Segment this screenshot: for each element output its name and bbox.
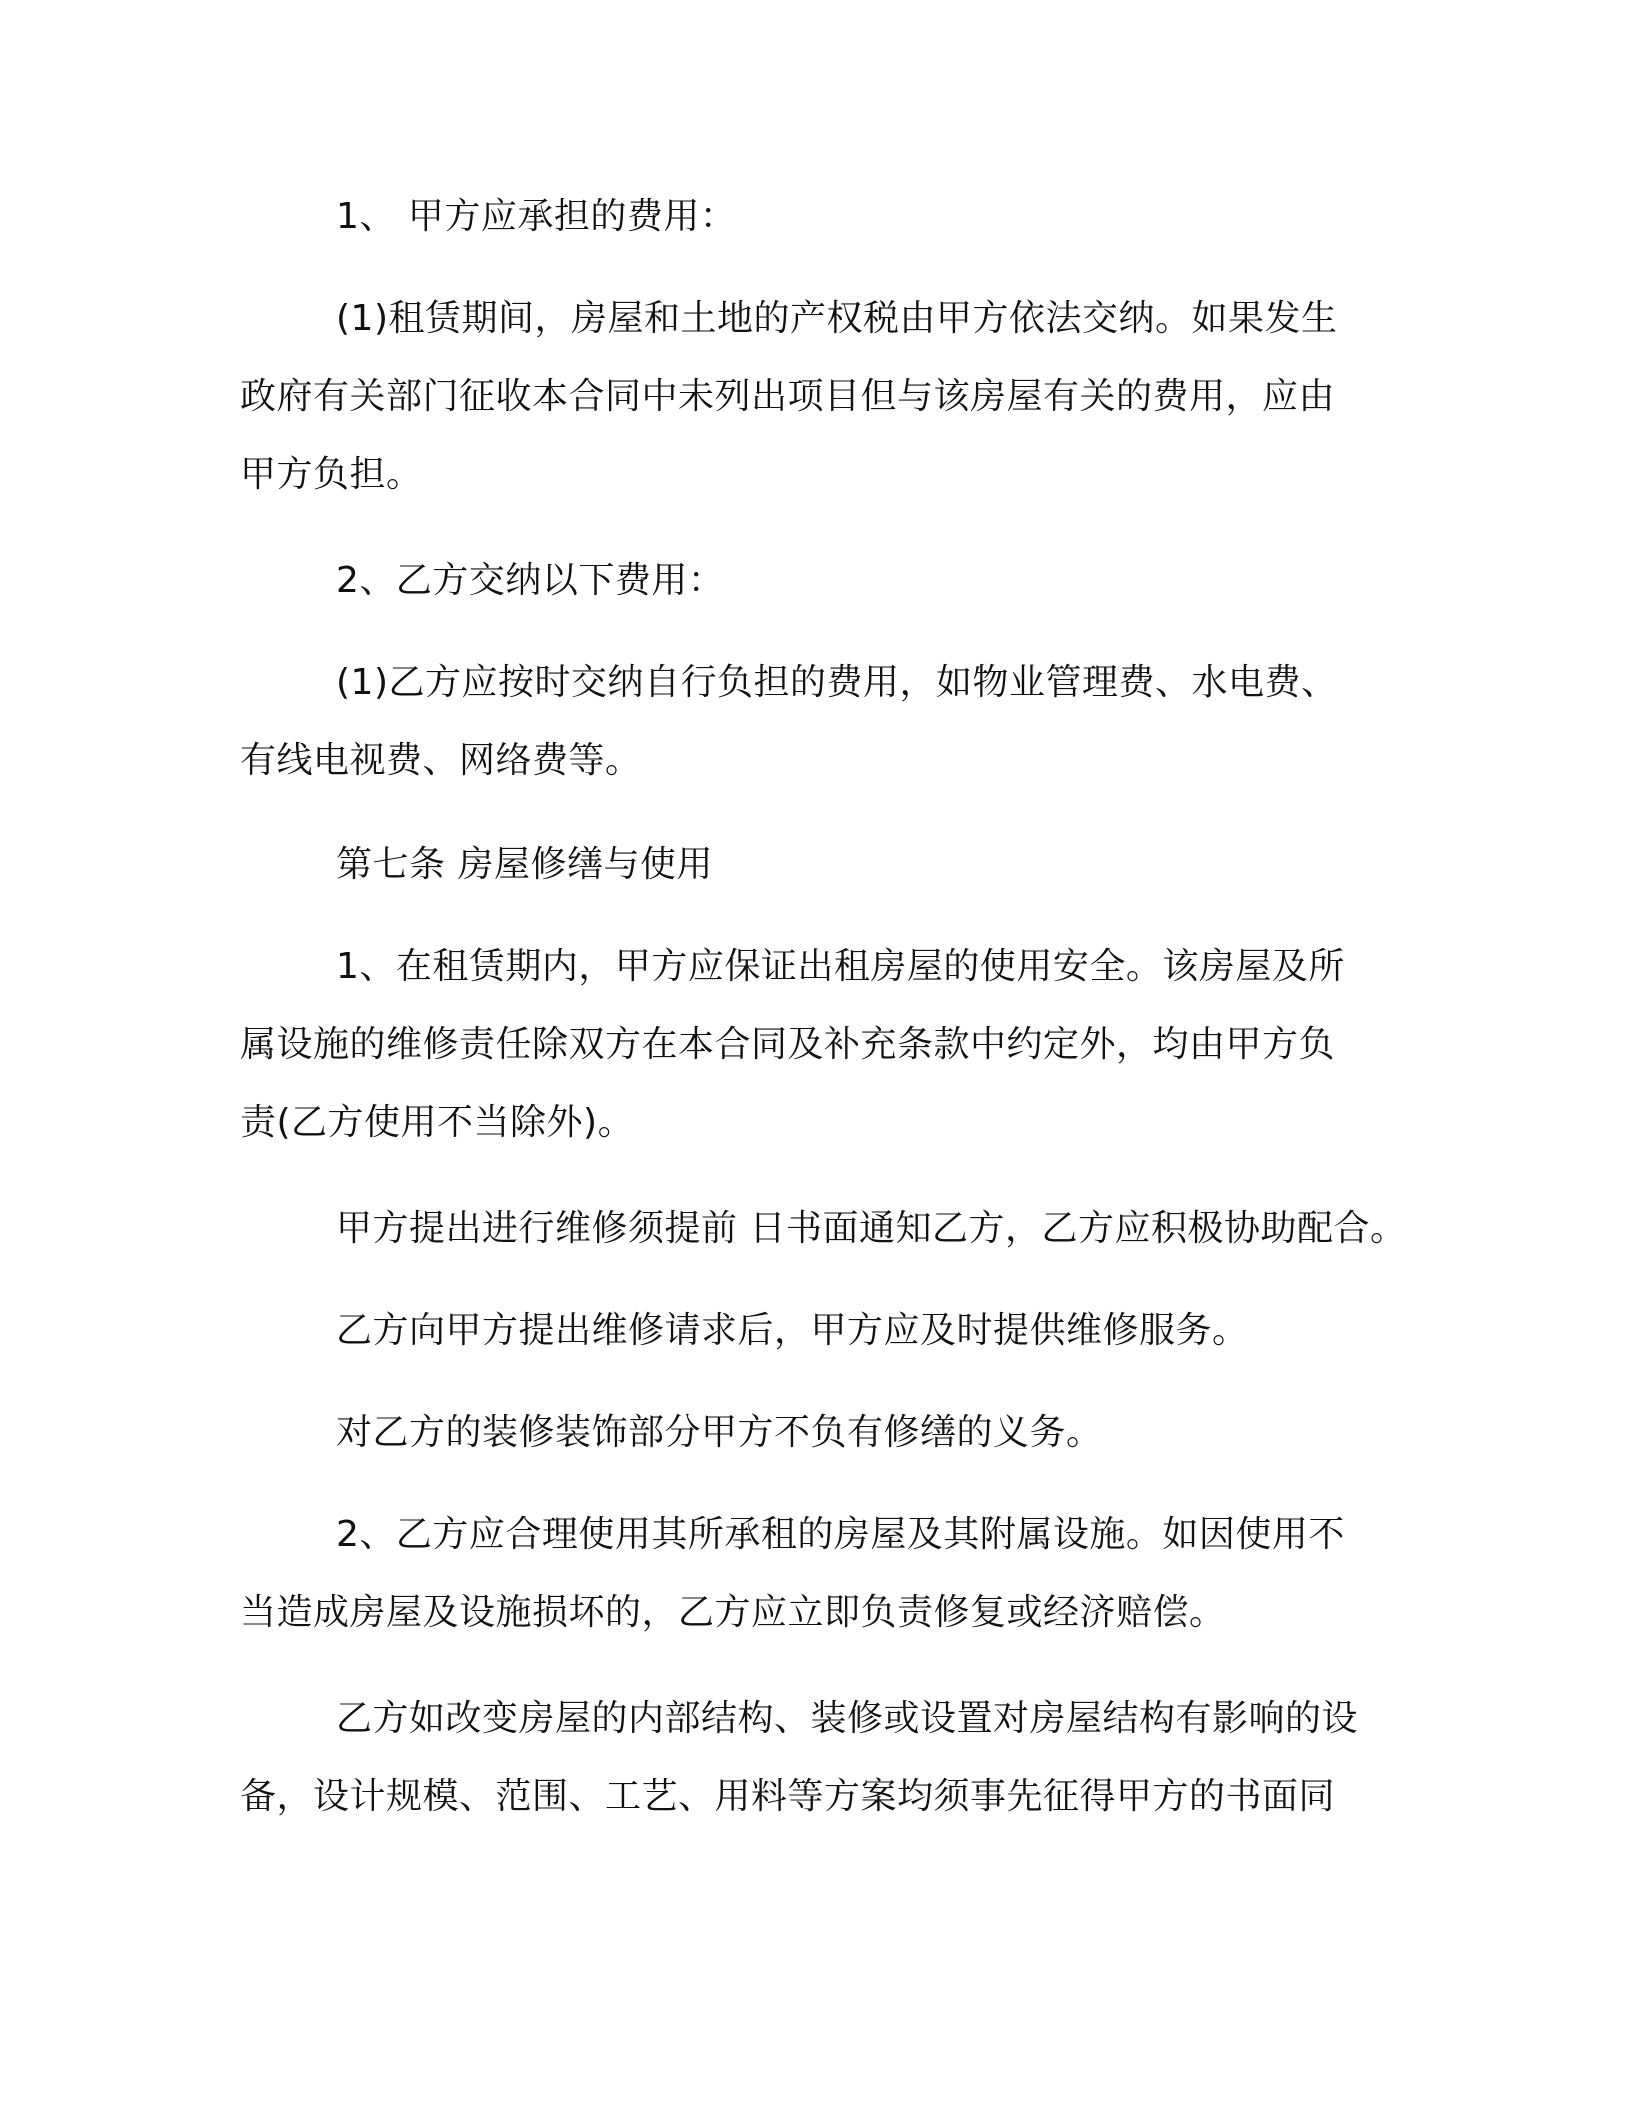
paragraph-fees-party-b — [240, 542, 1420, 620]
paragraph-property-tax — [240, 280, 1420, 514]
paragraph-repair-notice — [240, 1190, 1420, 1268]
paragraph-line: (1)乙方应按时交纳自行负担的费用，如物业管理费、水电费、 — [336, 662, 1338, 703]
paragraph-line: 当造成房屋及设施损坏的，乙方应立即负责修复或经济赔偿。 — [240, 1592, 1226, 1633]
paragraph-line: 备，设计规模、范围、工艺、用料等方案均须事先征得甲方的书面同 — [240, 1776, 1336, 1817]
paragraph-line: 乙方向甲方提出维修请求后，甲方应及时提供维修服务。 — [336, 1310, 1249, 1351]
paragraph-line: 有线电视费、网络费等。 — [240, 740, 642, 781]
paragraph-line: (1)租赁期间，房屋和土地的产权税由甲方依法交纳。如果发生 — [336, 298, 1338, 339]
paragraph-line: 属设施的维修责任除双方在本合同及补充条款中约定外，均由甲方负 — [240, 1024, 1336, 1065]
paragraph-decoration-exclusion — [240, 1394, 1420, 1472]
paragraph-proper-use — [240, 1496, 1420, 1652]
paragraph-line: 2、乙方应合理使用其所承租的房屋及其附属设施。如因使用不 — [336, 1514, 1345, 1555]
paragraph-self-borne-fees — [240, 644, 1420, 800]
paragraph-line: 第七条 房屋修缮与使用 — [336, 844, 713, 885]
paragraph-fees-party-a — [240, 178, 1420, 256]
paragraph-line: 甲方提出进行维修须提前 日书面通知乙方，乙方应积极协助配合。 — [336, 1208, 1407, 1249]
paragraph-line: 对乙方的装修装饰部分甲方不负有修缮的义务。 — [336, 1412, 1103, 1453]
paragraph-repair-responsibility — [240, 928, 1420, 1162]
paragraph-structural-changes — [240, 1680, 1420, 1836]
section-heading-article-7 — [240, 826, 1420, 904]
paragraph-line: 1、 甲方应承担的费用： — [336, 196, 737, 237]
paragraph-repair-request — [240, 1292, 1420, 1370]
paragraph-line: 责(乙方使用不当除外)。 — [240, 1102, 635, 1143]
paragraph-line: 乙方如改变房屋的内部结构、装修或设置对房屋结构有影响的设 — [336, 1698, 1359, 1739]
paragraph-line: 1、在租赁期内，甲方应保证出租房屋的使用安全。该房屋及所 — [336, 946, 1345, 987]
paragraph-line: 甲方负担。 — [240, 454, 423, 495]
paragraph-line: 2、乙方交纳以下费用： — [336, 560, 725, 601]
paragraph-line: 政府有关部门征收本合同中未列出项目但与该房屋有关的费用，应由 — [240, 376, 1336, 417]
